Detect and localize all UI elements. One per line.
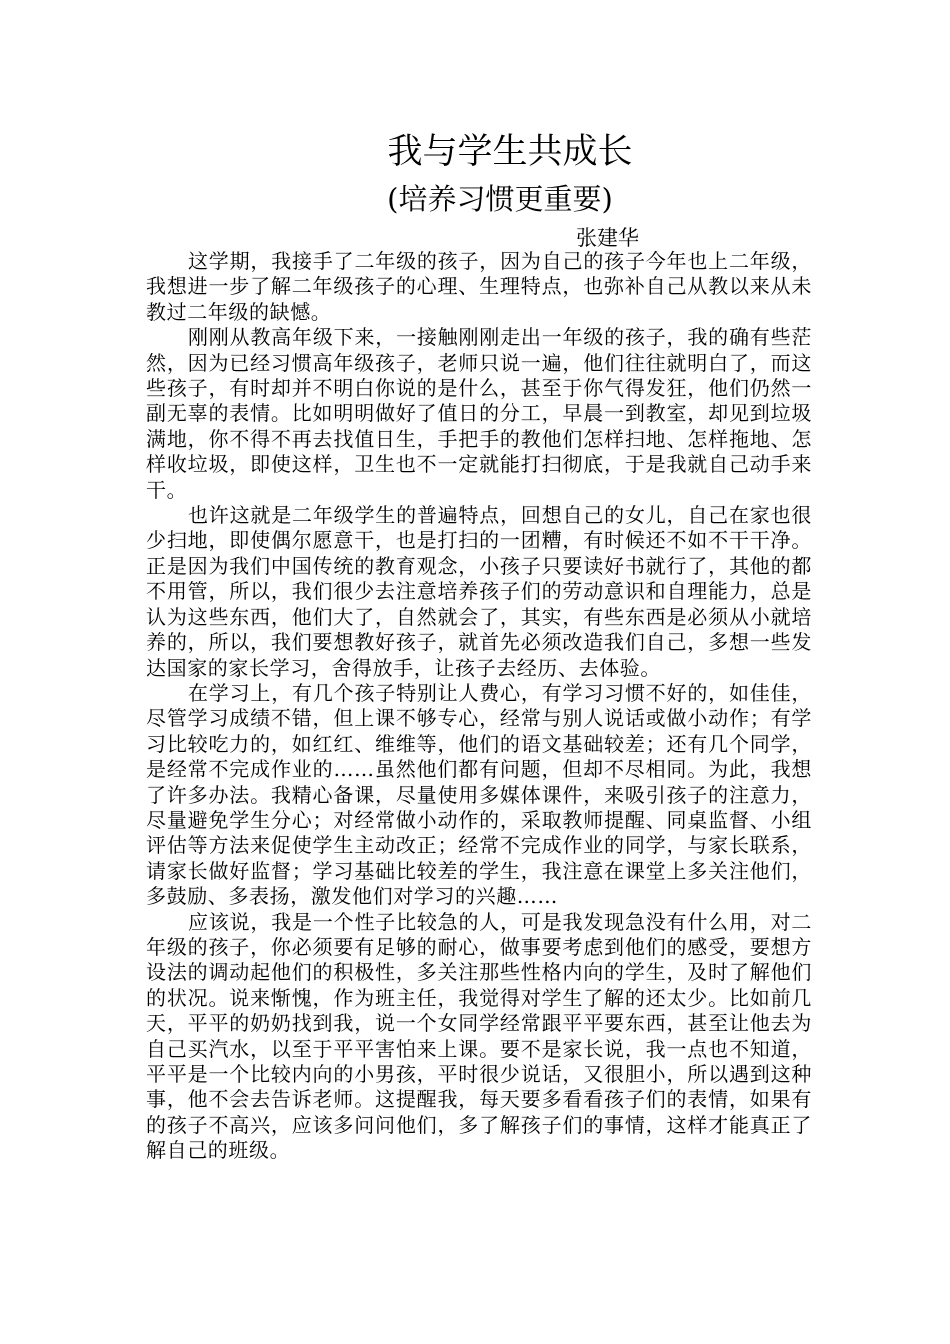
document-subtitle: (培养习惯更重要) [387, 182, 613, 216]
paragraph: 刚刚从教高年级下来，一接触刚刚走出一年级的孩子，我的确有些茫然，因为已经习惯高年级孩子，老师只说一遍，他们往往就明白了，而这些孩子，有时却并不明白你说的是什么，甚至于你气得发狂，他们仍然一副无辜的表情。比如明明做好了值日的分工，早晨一到教室，却见到垃圾满地，你不得不再去找值日生，手把手的教他们怎样扫地、怎样拖地、怎样收垃圾，即使这样，卫生也不一定就能打扫彻底，于是我就自己动手来干。 [146, 325, 812, 502]
paragraph: 也许这就是二年级学生的普遍特点，回想自己的女儿，自己在家也很少扫地，即使偶尔愿意干，也是打扫的一团糟，有时候还不如不干干净。正是因为我们中国传统的教育观念，小孩子只要读好书就行了，其他的都不用管，所以，我们很少去注意培养孩子们的劳动意识和自理能力，总是认为这些东西，他们大了，自然就会了，其实，有些东西是必须从小就培养的，所以，我们要想教好孩子，就首先必须改造我们自己，多想一些发达国家的家长学习，舍得放手，让孩子去经历、去体验。 [146, 503, 812, 680]
paragraph: 应该说，我是一个性子比较急的人，可是我发现急没有什么用，对二年级的孩子，你必须要有足够的耐心，做事要考虑到他们的感受，要想方设法的调动起他们的积极性，多关注那些性格内向的学生，及时了解他们的状况。说来惭愧，作为班主任，我觉得对学生了解的还太少。比如前几天，平平的奶奶找到我，说一个女同学经常跟平平要东西，甚至让他去为自己买汽水，以至于平平害怕来上课。要不是家长说，我一点也不知道，平平是一个比较内向的小男孩，平时很少说话，又很胆小，所以遇到这种事，他不会去告诉老师。这提醒我，每天要多看看孩子们的表情，如果有的孩子不高兴，应该多问问他们，多了解孩子们的事情，这样才能真正了解自己的班级。 [146, 909, 812, 1163]
paragraph: 这学期，我接手了二年级的孩子，因为自己的孩子今年也上二年级，我想进一步了解二年级孩子的心理、生理特点，也弥补自己从教以来从未教过二年级的缺憾。 [146, 249, 812, 324]
paragraph: 在学习上，有几个孩子特别让人费心，有学习习惯不好的，如佳佳，尽管学习成绩不错，但上课不够专心，经常与别人说话或做小动作；有学习比较吃力的，如红红、维维等，他们的语文基础较差；还有几个同学，是经常不完成作业的……虽然他们都有问题，但却不尽相同。为此，我想了许多办法。我精心备课，尽量使用多媒体课件，来吸引孩子的注意力，尽量避免学生分心；对经常做小动作的，采取教师提醒、同桌监督、小组评估等方法来促使学生主动改正；经常不完成作业的同学，与家长联系，请家长做好监督；学习基础比较差的学生，我注意在课堂上多关注他们，多鼓励、多表扬，激发他们对学习的兴趣…… [146, 680, 812, 909]
document-body [146, 249, 812, 1164]
document-title: 我与学生共成长 [387, 132, 633, 172]
author-name: 张建华 [576, 226, 639, 250]
